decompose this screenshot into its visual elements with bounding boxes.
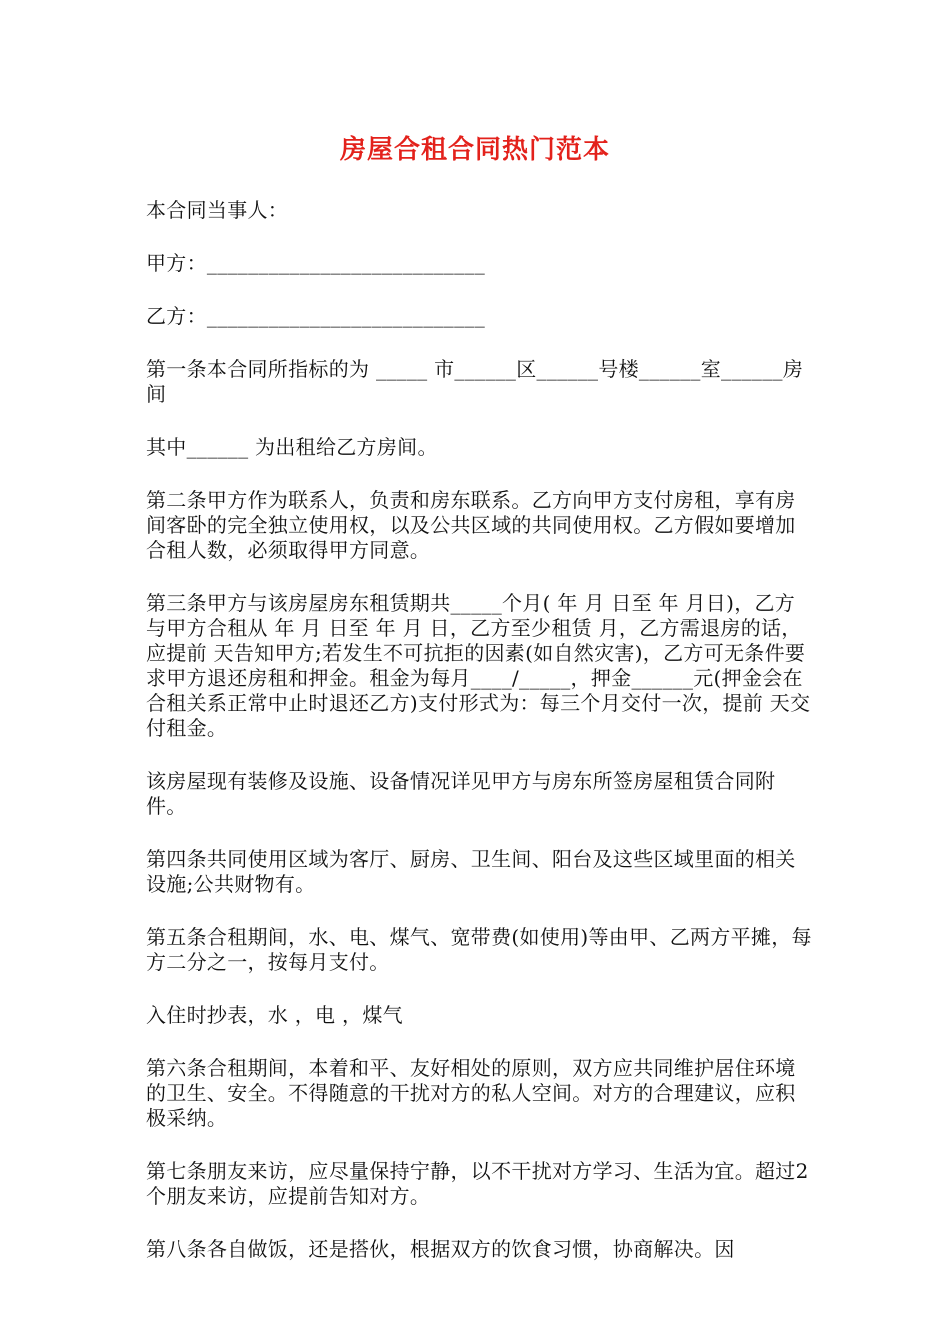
paragraph-article-5: 第五条合租期间，水、电、煤气、宽带费(如使用)等由甲、乙两方平摊，每方二分之一，按每月支付。 xyxy=(146,925,812,974)
document-title: 房屋合租合同热门范本 xyxy=(339,135,610,165)
paragraph-party-b: 乙方：___________________________ xyxy=(146,304,485,328)
paragraph-party-a: 甲方：___________________________ xyxy=(146,251,485,275)
paragraph-parties-intro: 本合同当事人： xyxy=(146,198,289,222)
paragraph-meter-reading: 入住时抄表，水 ，电 ，煤气 xyxy=(146,1003,403,1027)
paragraph-article-1: 第一条本合同所指标的为 _____ 市______区______号楼______室______房间 xyxy=(146,357,804,406)
paragraph-article-4: 第四条共同使用区域为客厅、厨房、卫生间、阳台及这些区域里面的相关设施;公共财物有。 xyxy=(146,847,796,896)
paragraph-article-8: 第八条各自做饭，还是搭伙，根据双方的饮食习惯，协商解决。因 xyxy=(146,1237,735,1261)
paragraph-room: 其中______ 为出租给乙方房间。 xyxy=(146,435,438,459)
paragraph-article-3: 第三条甲方与该房屋房东租赁期共_____个月( 年 月 日至 年 月日)，乙方与甲方合租从 年 月 日至 年 月 日，乙方至少租赁 月，乙方需退房的话，应提前 天告知甲方;若发生不可抗拒的因素(如自然灾害)，乙方可无条件要求甲方退还房租和押金。租金为每月____/_____，押金______元(押金会在合租关系正常中止时退还乙方)支付形式为：每三个月交付一次，提前 天交付租金。 xyxy=(146,591,811,740)
paragraph-article-7: 第七条朋友来访，应尽量保持宁静，以不干扰对方学习、生活为宜。超过2个朋友来访，应提前告知对方。 xyxy=(146,1159,809,1208)
paragraph-article-2: 第二条甲方作为联系人，负责和房东联系。乙方向甲方支付房租，享有房间客卧的完全独立使用权，以及公共区域的共同使用权。乙方假如要增加合租人数，必须取得甲方同意。 xyxy=(146,488,796,562)
paragraph-facilities: 该房屋现有装修及设施、设备情况详见甲方与房东所签房屋租赁合同附件。 xyxy=(146,769,776,818)
document-body xyxy=(146,198,814,1290)
paragraph-article-6: 第六条合租期间，本着和平、友好相处的原则，双方应共同维护居住环境的卫生、安全。不得随意的干扰对方的私人空间。对方的合理建议，应积极采纳。 xyxy=(146,1056,796,1130)
